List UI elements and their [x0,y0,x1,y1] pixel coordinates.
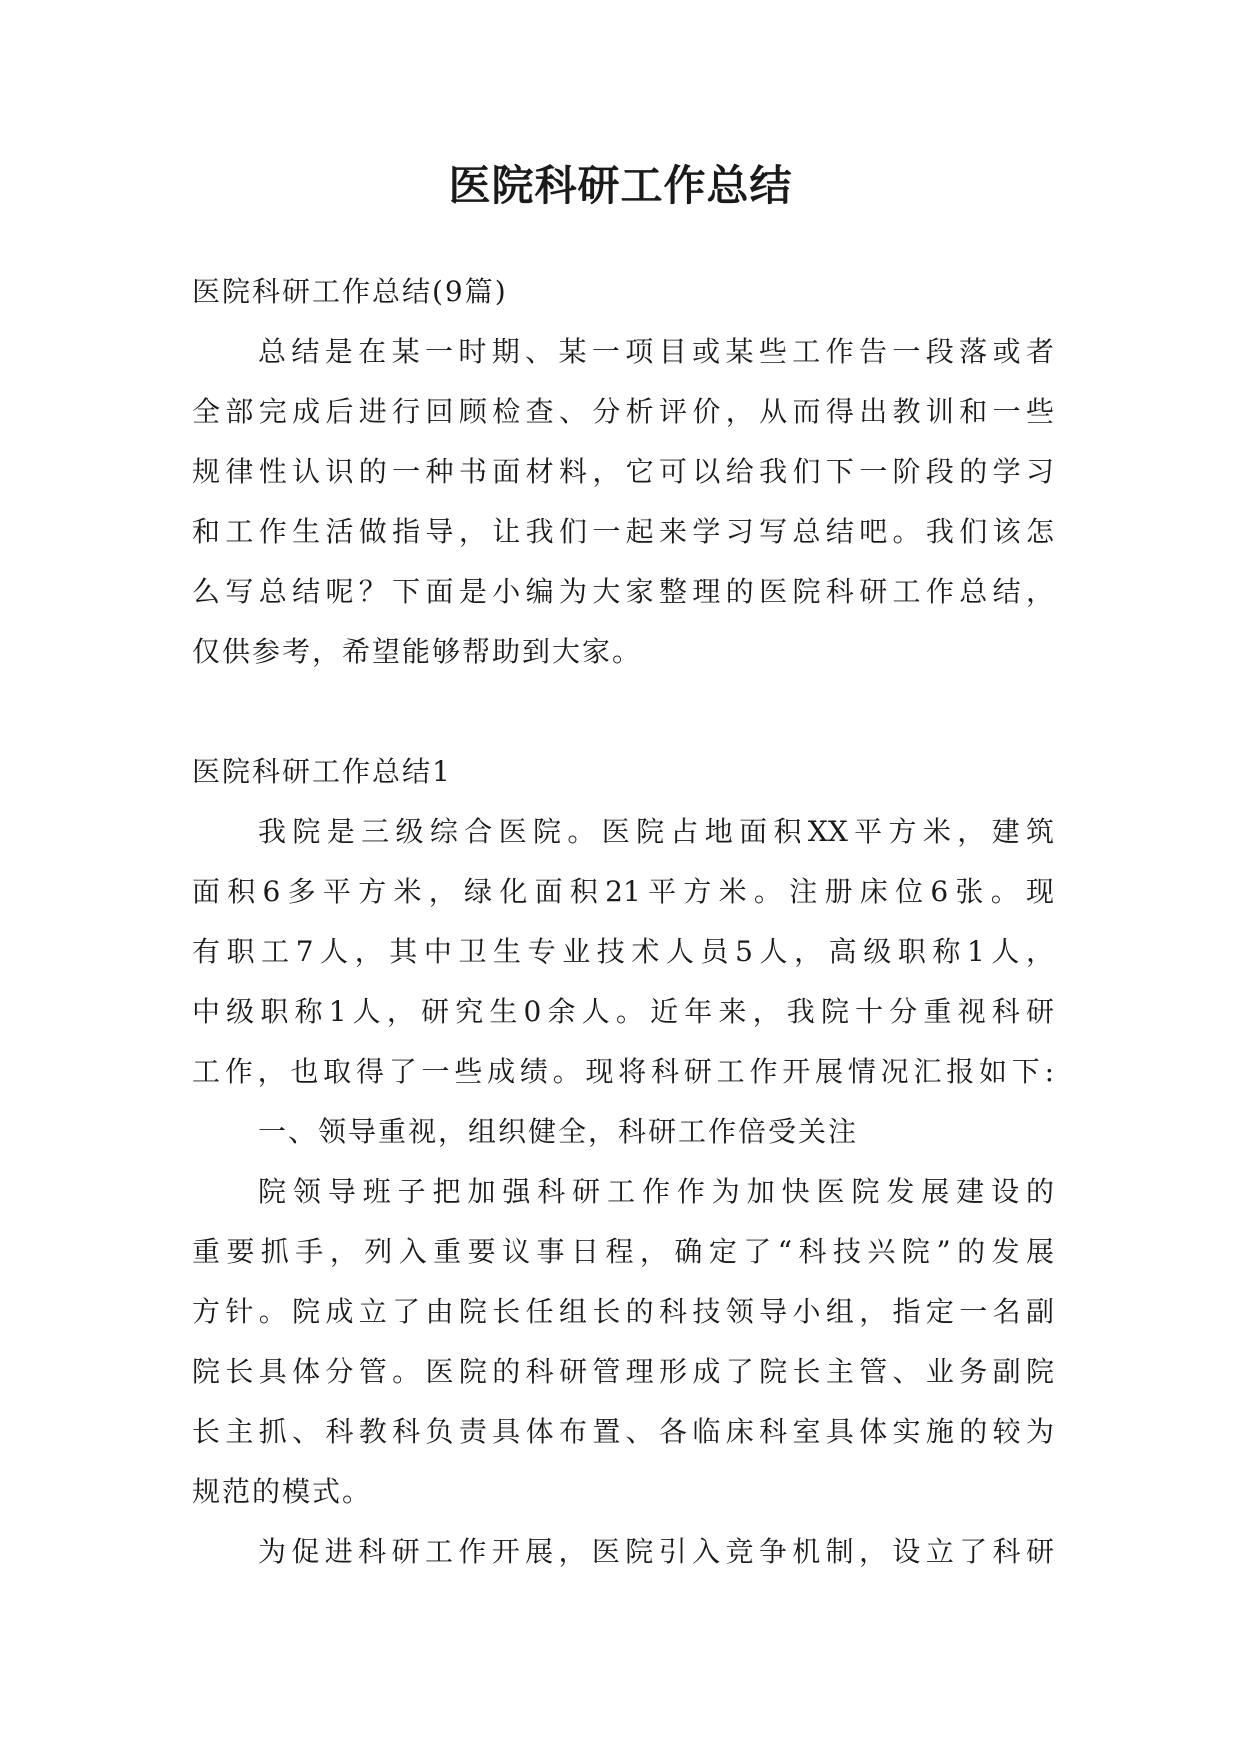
paragraph-line: 和工作生活做指导，让我们一起来学习写总结吧。我们该怎 [192,515,1054,548]
section1-paragraph-1 [192,802,1054,1102]
document-subtitle: 医院科研工作总结(9篇) [192,275,508,308]
paragraph-line: 我院是三级综合医院。医院占地面积XX平方米，建筑 [258,815,1054,848]
paragraph-line: 重要抓手，列入重要议事日程，确定了“科技兴院”的发展 [192,1235,1054,1268]
document-body [192,262,1054,1582]
intro-paragraph [192,322,1054,682]
section1-paragraph-2 [192,1162,1054,1522]
paragraph-line: 么写总结呢？下面是小编为大家整理的医院科研工作总结， [192,575,1054,608]
paragraph-line: 规范的模式。 [192,1475,373,1508]
paragraph-line: 为促进科研工作开展，医院引入竞争机制，设立了科研 [258,1535,1054,1568]
section1-paragraph-3 [192,1522,1054,1582]
paragraph-line: 全部完成后进行回顾检查、分析评价，从而得出教训和一些 [192,395,1054,428]
section-spacer [192,682,1054,742]
paragraph-line: 面积6多平方米，绿化面积21平方米。注册床位6张。现 [192,875,1054,908]
section-heading: 医院科研工作总结1 [192,755,452,788]
paragraph-line: 有职工7人，其中卫生专业技术人员5人，高级职称1人， [192,935,1054,968]
paragraph-line: 院长具体分管。医院的科研管理形成了院长主管、业务副院 [192,1355,1054,1388]
paragraph-line: 总结是在某一时期、某一项目或某些工作告一段落或者 [258,335,1054,368]
paragraph-line: 中级职称1人，研究生0余人。近年来，我院十分重视科研 [192,995,1054,1028]
paragraph-line: 院领导班子把加强科研工作作为加快医院发展建设的 [258,1175,1054,1208]
paragraph-line: 仅供参考，希望能够帮助到大家。 [192,635,643,668]
paragraph-line: 方针。院成立了由院长任组长的科技领导小组，指定一名副 [192,1295,1054,1328]
paragraph-line: 规律性认识的一种书面材料，它可以给我们下一阶段的学习 [192,455,1054,488]
paragraph-line: 长主抓、科教科负责具体布置、各临床科室具体实施的较为 [192,1415,1054,1448]
paragraph-line: 工作，也取得了一些成绩。现将科研工作开展情况汇报如下: [192,1055,1054,1088]
document-title: 医院科研工作总结 [448,161,793,210]
subheading: 一、领导重视，组织健全，科研工作倍受关注 [258,1115,859,1148]
